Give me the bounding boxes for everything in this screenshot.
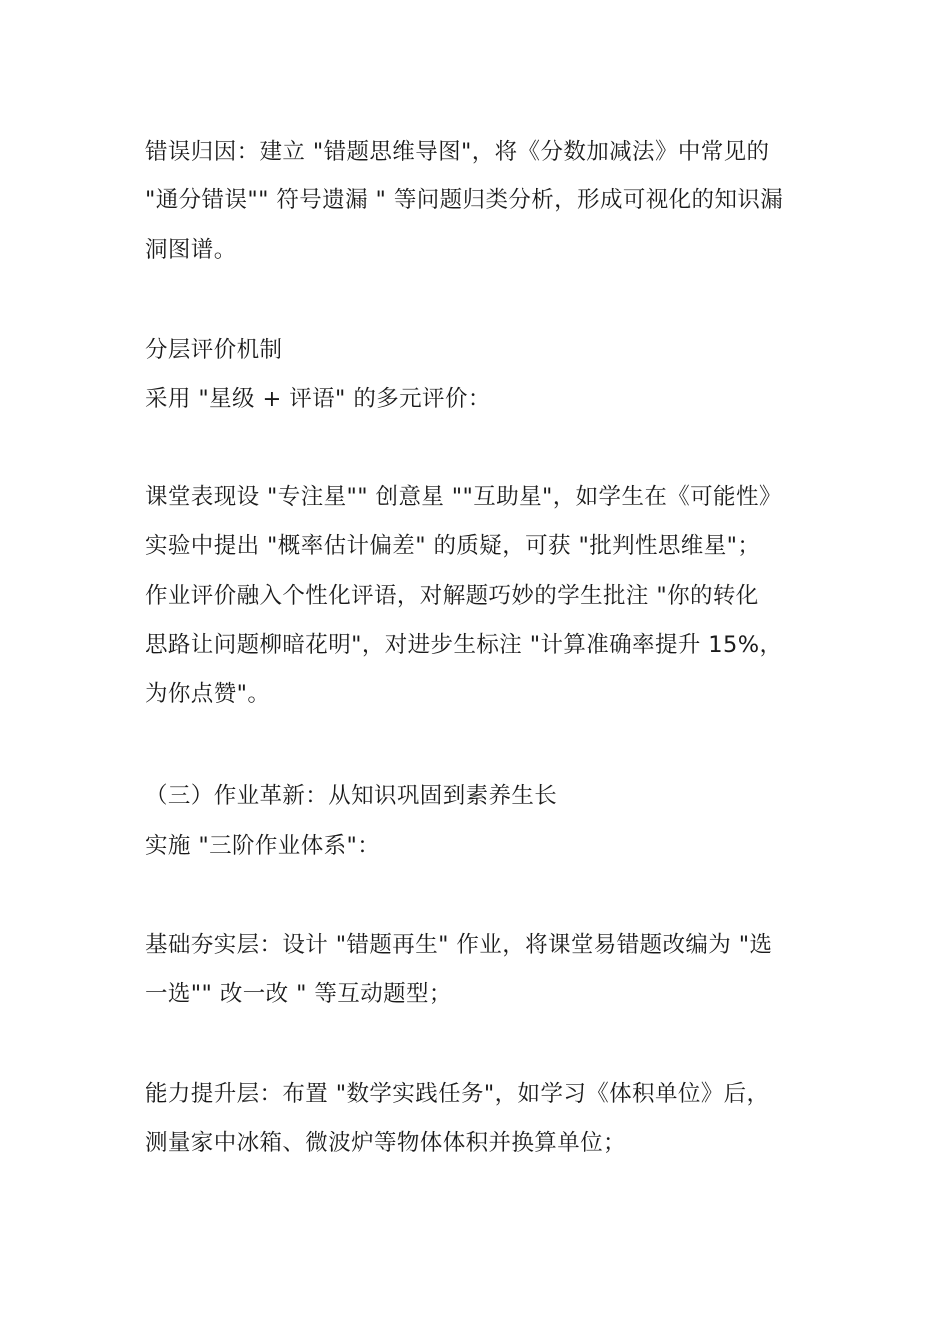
paragraph-evaluation-intro: 采用 "星级 + 评语" 的多元评价：	[145, 386, 491, 412]
paragraph-classroom-line-1: 课堂表现设 "专注星"" 创意星 ""互助星"，如学生在《可能性》	[145, 484, 782, 510]
paragraph-classroom-line-2: 实验中提出 "概率估计偏差" 的质疑，可获 "批判性思维星"；	[145, 533, 761, 559]
paragraph-homework-eval-line-3: 为你点赞"。	[145, 681, 271, 707]
paragraph-three-tier-intro: 实施 "三阶作业体系"：	[145, 833, 381, 859]
paragraph-error-attribution-line-3: 洞图谱。	[145, 237, 237, 263]
paragraph-basic-layer-line-2: 一选"" 改一改 " 等互动题型；	[145, 981, 452, 1007]
paragraph-error-attribution-line-2: "通分错误"" 符号遗漏 " 等问题归类分析，形成可视化的知识漏	[145, 187, 784, 213]
paragraph-basic-layer-line-1: 基础夯实层：设计 "错题再生" 作业，将课堂易错题改编为 "选	[145, 932, 773, 958]
section-heading-homework-innovation: （三）作业革新：从知识巩固到素养生长	[145, 783, 558, 809]
paragraph-homework-eval-line-2: 思路让问题柳暗花明"，对进步生标注 "计算准确率提升 15%，	[145, 632, 783, 658]
section-heading-tiered-evaluation: 分层评价机制	[145, 337, 283, 363]
paragraph-homework-eval-line-1: 作业评价融入个性化评语，对解题巧妙的学生批注 "你的转化	[145, 583, 759, 609]
paragraph-error-attribution-line-1: 错误归因：建立 "错题思维导图"，将《分数加减法》中常见的	[145, 139, 770, 165]
paragraph-ability-layer-line-1: 能力提升层：布置 "数学实践任务"，如学习《体积单位》后，	[145, 1081, 770, 1107]
paragraph-ability-layer-line-2: 测量家中冰箱、微波炉等物体体积并换算单位；	[145, 1130, 626, 1156]
